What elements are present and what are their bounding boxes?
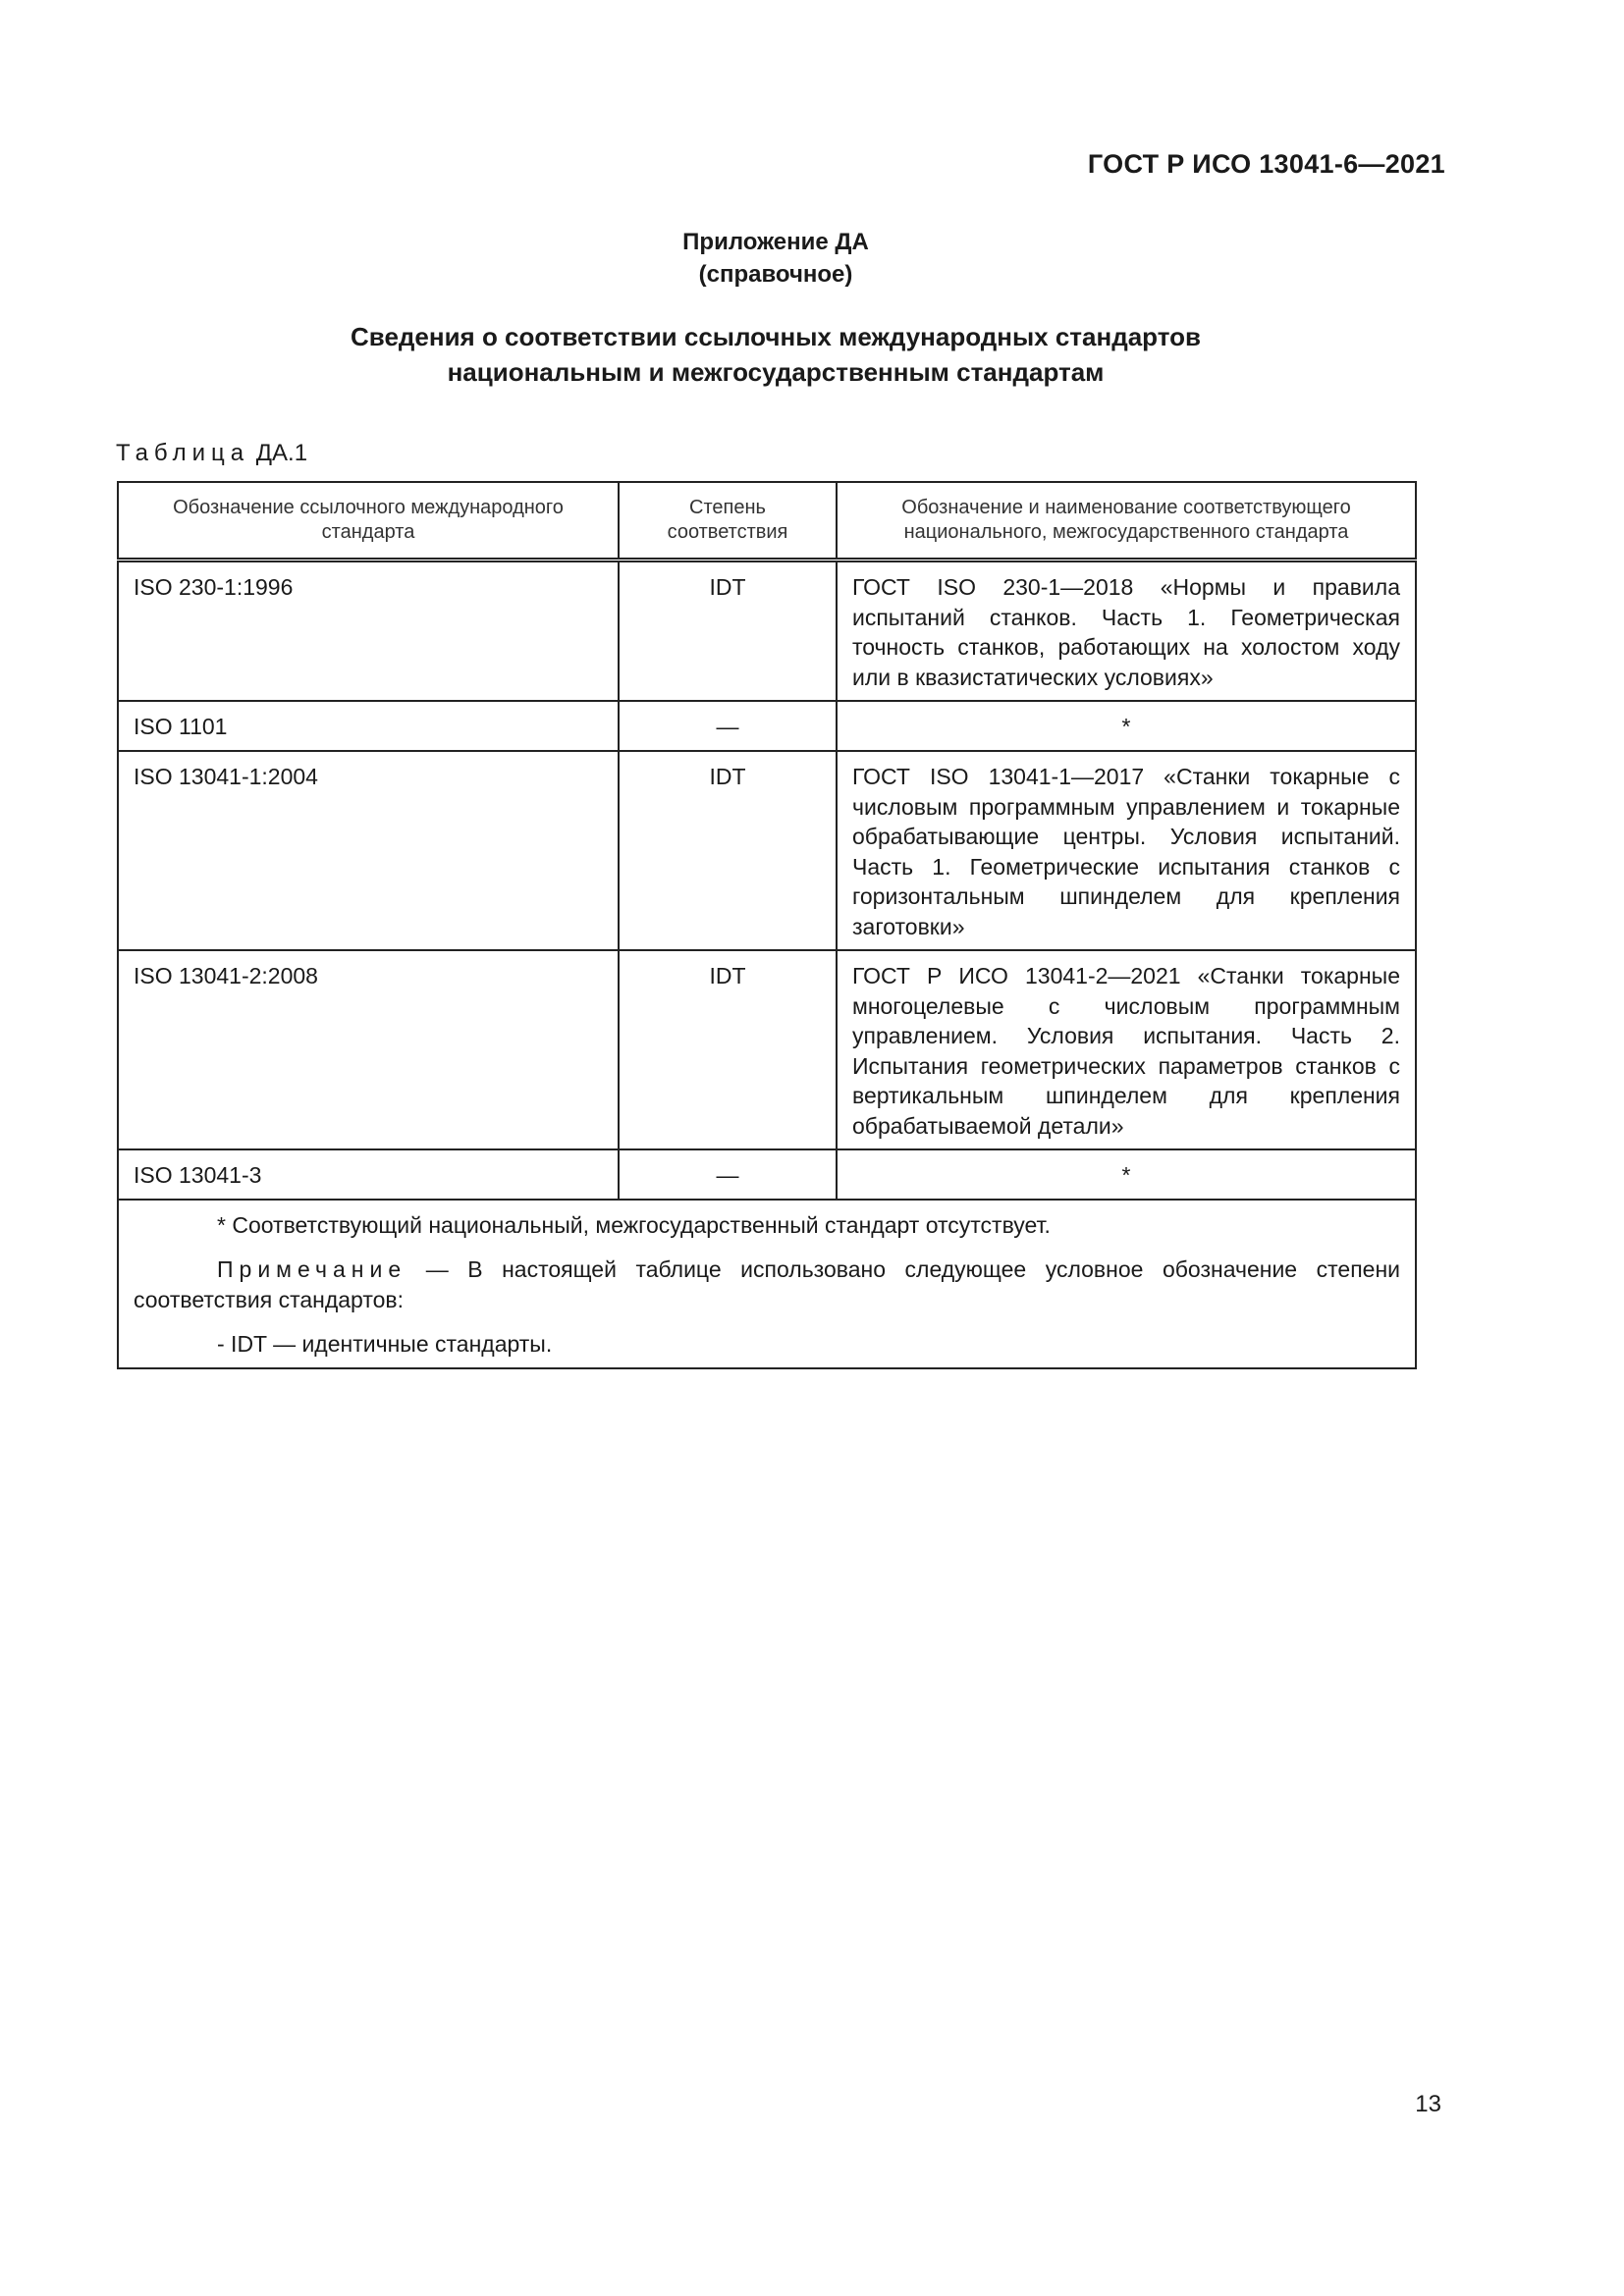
header-national-standard: Обозначение и наименование соответствующего национального, межгосударственного стандарта — [837, 482, 1416, 561]
table-row — [118, 1149, 1416, 1200]
cell-national: * — [837, 701, 1416, 751]
cell-reference: ISO 13041-1:2004 — [118, 751, 619, 950]
annex-title — [0, 226, 1551, 291]
section-title-line1: Сведения о соответствии ссылочных международных стандартов — [351, 322, 1201, 351]
section-title-line2: национальным и межгосударственным стандартам — [447, 357, 1105, 387]
header-degree: Степень соответствия — [619, 482, 837, 561]
table-notes — [118, 1200, 1416, 1368]
standards-table — [117, 481, 1417, 1369]
table-caption — [116, 440, 307, 467]
cell-national: ГОСТ ISO 13041-1—2017 «Станки токарные с числовым программным управлением и токарные обрабатывающие центры. Условия испытаний. Часть 1. Геометрические испытания станков с горизонтальным шпинделем для крепления заготовки» — [837, 751, 1416, 950]
note-item: - IDT — идентичные стандарты. — [217, 1331, 553, 1357]
header-reference-standard: Обозначение ссылочного международного стандарта — [118, 482, 619, 561]
annex-label: Приложение ДА — [682, 229, 869, 255]
table-row — [118, 561, 1416, 702]
cell-national: * — [837, 1149, 1416, 1200]
cell-degree: IDT — [619, 751, 837, 950]
table-row — [118, 950, 1416, 1149]
table-caption-number: ДА.1 — [255, 440, 308, 466]
cell-degree: IDT — [619, 561, 837, 702]
table-row — [118, 751, 1416, 950]
cell-reference: ISO 13041-3 — [118, 1149, 619, 1200]
cell-reference: ISO 13041-2:2008 — [118, 950, 619, 1149]
table-notes-row — [118, 1200, 1416, 1368]
table-caption-word: Таблица — [116, 440, 250, 466]
page-number: 13 — [1415, 2091, 1441, 2117]
cell-reference: ISO 230-1:1996 — [118, 561, 619, 702]
cell-national: ГОСТ ISO 230-1—2018 «Нормы и правила испытаний станков. Часть 1. Геометрическая точность станков, работающих на холостом ходу или в квазистатических условиях» — [837, 561, 1416, 702]
note-text: — В настоящей таблице использовано следующее условное обозначение степени соответствия стандартов: — [134, 1256, 1400, 1312]
cell-degree: IDT — [619, 950, 837, 1149]
table-note — [134, 1255, 1400, 1315]
cell-national: ГОСТ Р ИСО 13041-2—2021 «Станки токарные многоцелевые с числовым программным управлением. Условия испытания. Часть 2. Испытания геометрических параметров станков с вертикальным шпинделем для крепления обрабатываемой детали» — [837, 950, 1416, 1149]
section-title — [0, 319, 1551, 390]
note-label: Примечание — [217, 1256, 407, 1282]
cell-reference: ISO 1101 — [118, 701, 619, 751]
table-footnote: * Соответствующий национальный, межгосударственный стандарт отсутствует. — [217, 1212, 1051, 1238]
annex-type: (справочное) — [698, 261, 853, 288]
cell-degree: — — [619, 701, 837, 751]
document-code: ГОСТ Р ИСО 13041-6—2021 — [1087, 149, 1445, 179]
table-row — [118, 701, 1416, 751]
table-header-row — [118, 482, 1416, 561]
cell-degree: — — [619, 1149, 837, 1200]
